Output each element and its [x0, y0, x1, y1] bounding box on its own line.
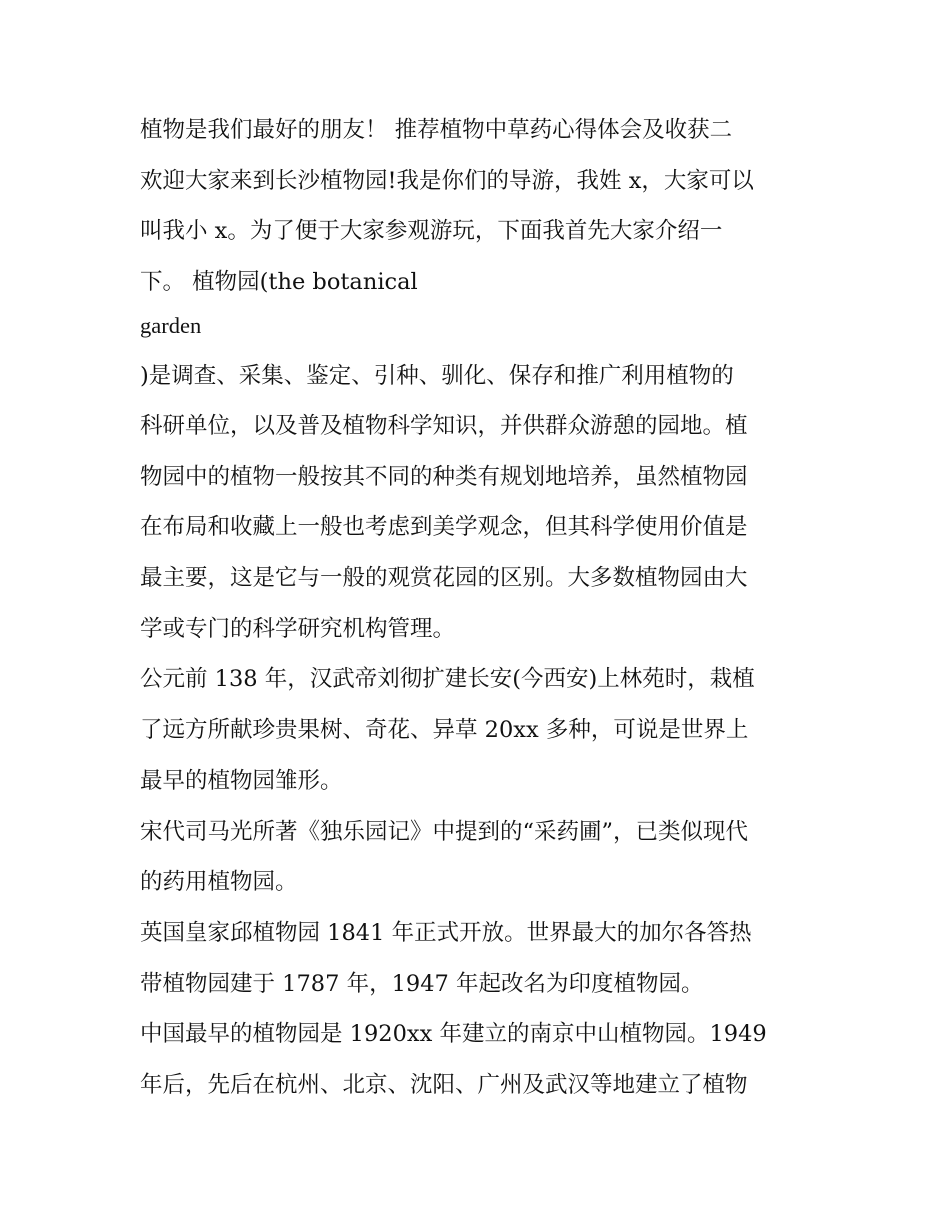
text-line: 欢迎大家来到长沙植物园!我是你们的导游，我姓 x，大家可以 — [140, 168, 754, 194]
text-line: 带植物园建于 1787 年，1947 年起改名为印度植物园。 — [140, 971, 704, 997]
text-line: 物园中的植物一般按其不同的种类有规划地培养，虽然植物园 — [140, 464, 748, 490]
text-line: 下。 植物园(the botanical — [140, 269, 418, 295]
text-line: 叫我小 x。为了便于大家参观游玩，下面我首先大家介绍一 — [140, 218, 723, 244]
text-line: 宋代司马光所著《独乐园记》中提到的“采药圃”，已类似现代 — [140, 819, 749, 845]
text-line: )是调查、采集、鉴定、引种、驯化、保存和推广利用植物的 — [140, 363, 734, 389]
text-line: 了远方所献珍贵果树、奇花、异草 20xx 多种，可说是世界上 — [140, 717, 749, 743]
text-line: 学或专门的科学研究机构管理。 — [140, 616, 456, 642]
text-line: 在布局和收藏上一般也考虑到美学观念，但其科学使用价值是 — [140, 514, 748, 540]
text-line: garden — [140, 313, 202, 338]
text-line: 科研单位，以及普及植物科学知识，并供群众游憩的园地。植 — [140, 413, 748, 439]
text-line: 植物是我们最好的朋友！ 推荐植物中草药心得体会及收获二 — [140, 117, 733, 143]
text-line: 中国最早的植物园是 1920xx 年建立的南京中山植物园。1949 — [140, 1021, 767, 1047]
text-line: 的药用植物园。 — [140, 869, 298, 895]
text-line: 英国皇家邱植物园 1841 年正式开放。世界最大的加尔各答热 — [140, 920, 752, 946]
text-line: 年后，先后在杭州、北京、沈阳、广州及武汉等地建立了植物 — [140, 1072, 748, 1098]
text-line: 公元前 138 年，汉武帝刘彻扩建长安(今西安)上林苑时，栽植 — [140, 666, 755, 692]
text-line: 最早的植物园雏形。 — [140, 768, 343, 794]
text-line: 最主要，这是它与一般的观赏花园的区别。大多数植物园由大 — [140, 565, 748, 591]
